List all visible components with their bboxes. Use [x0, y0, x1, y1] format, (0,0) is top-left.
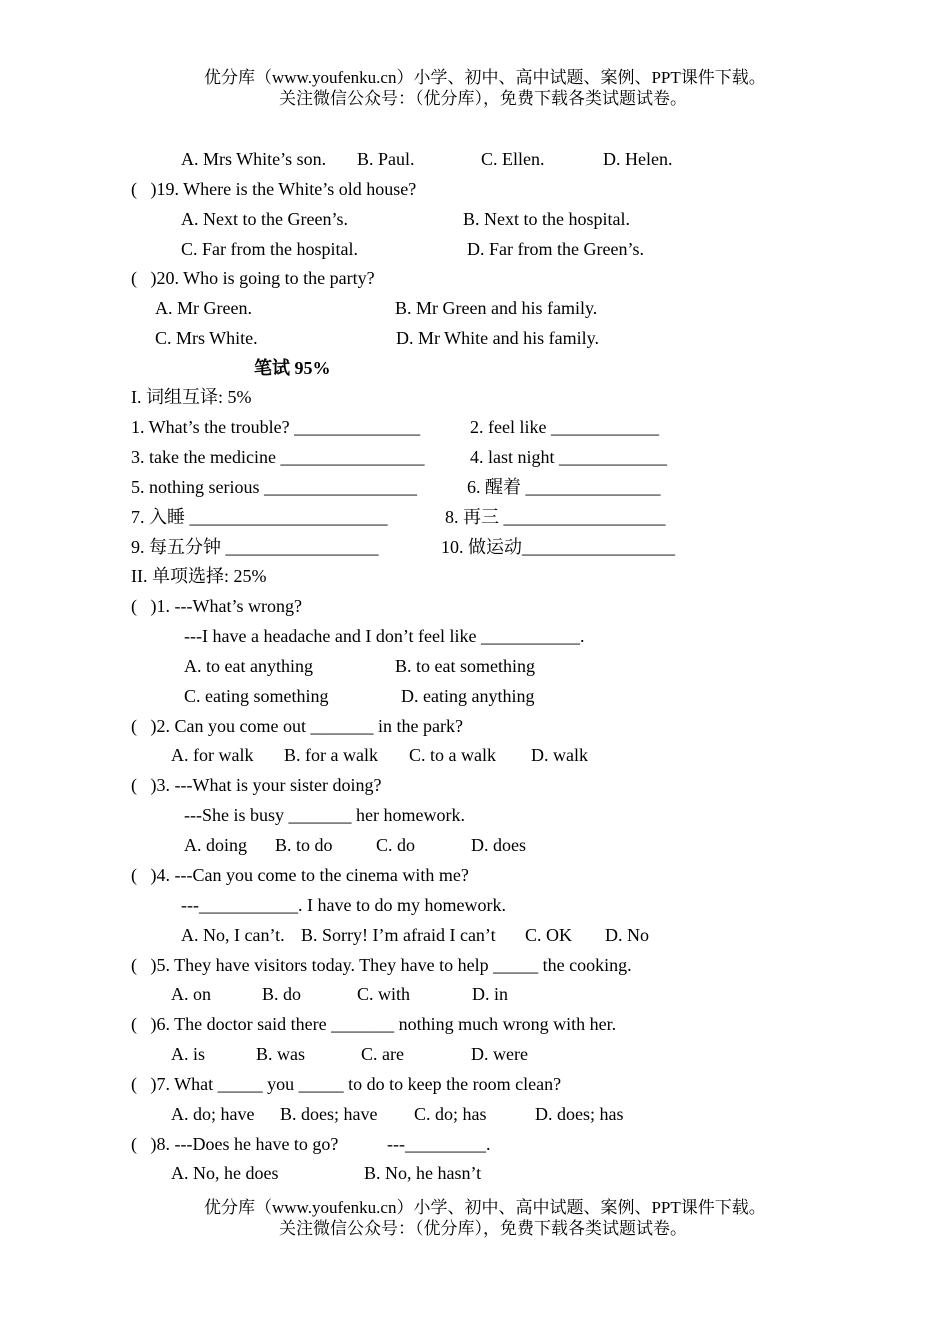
mc-q2-stem: ( )2. Can you come out _______ in the park?	[131, 716, 463, 736]
mc-q8-option-b: B. No, he hasn’t	[364, 1163, 482, 1183]
mc-q6-option-a: A. is	[171, 1044, 206, 1064]
q19-option-b: B. Next to the hospital.	[463, 209, 630, 229]
section-2-title: II. 单项选择: 25%	[131, 566, 267, 586]
mc-q7-option-b: B. does; have	[280, 1104, 378, 1124]
mc-q4-option-c: C. OK	[525, 925, 573, 945]
mc-q8-option-a: A. No, he does	[171, 1163, 279, 1183]
mc-q3-option-b: B. to do	[275, 835, 333, 855]
phrase-item: 3. take the medicine ________________	[131, 447, 425, 467]
mc-q6-option-c: C. are	[361, 1044, 404, 1064]
mc-q3-line2: ---She is busy _______ her homework.	[184, 805, 465, 825]
q19-option-c: C. Far from the hospital.	[181, 239, 358, 259]
phrase-item: 10. 做运动_________________	[441, 537, 675, 557]
mc-q4-stem: ( )4. ---Can you come to the cinema with me?	[131, 865, 469, 885]
q18-option-b: B. Paul.	[357, 149, 415, 169]
mc-q8-answer-blank: ---_________.	[387, 1134, 491, 1154]
mc-q7-option-c: C. do; has	[414, 1104, 487, 1124]
q20-option-a: A. Mr Green.	[155, 298, 252, 318]
mc-q1-option-c: C. eating something	[184, 686, 329, 706]
phrase-item: 5. nothing serious _________________	[131, 477, 417, 497]
q19-stem: ( )19. Where is the White’s old house?	[131, 179, 417, 199]
mc-q2-option-a: A. for walk	[171, 745, 254, 765]
mc-q2-option-d: D. walk	[531, 745, 588, 765]
q20-stem: ( )20. Who is going to the party?	[131, 268, 375, 288]
mc-q4-option-a: A. No, I can’t.	[181, 925, 285, 945]
mc-q3-option-a: A. doing	[184, 835, 247, 855]
mc-q5-stem: ( )5. They have visitors today. They have to help _____ the cooking.	[131, 955, 632, 975]
phrase-item: 2. feel like ____________	[470, 417, 659, 437]
phrase-item: 9. 每五分钟 _________________	[131, 537, 379, 557]
mc-q4-option-d: D. No	[605, 925, 649, 945]
q20-option-c: C. Mrs White.	[155, 328, 258, 348]
mc-q5-option-c: C. with	[357, 984, 411, 1004]
mc-q1-option-a: A. to eat anything	[184, 656, 313, 676]
mc-q1-line2: ---I have a headache and I don’t feel like ___________.	[184, 626, 585, 646]
phrase-item: 6. 醒着 _______________	[467, 477, 661, 497]
header-line-1: 优分库（www.youfenku.cn）小学、初中、高中试题、案例、PPT课件下载。	[204, 68, 766, 87]
mc-q5-option-b: B. do	[262, 984, 302, 1004]
q19-option-d: D. Far from the Green’s.	[467, 239, 644, 259]
mc-q1-option-d: D. eating anything	[401, 686, 535, 706]
header-line-2: 关注微信公众号：（优分库），免费下载各类试题试卷。	[279, 89, 687, 108]
phrase-item: 4. last night ____________	[470, 447, 667, 467]
footer-line-1: 优分库（www.youfenku.cn）小学、初中、高中试题、案例、PPT课件下载。	[204, 1198, 766, 1217]
mc-q6-option-d: D. were	[471, 1044, 528, 1064]
mc-q3-option-d: D. does	[471, 835, 526, 855]
mc-q5-option-d: D. in	[472, 984, 508, 1004]
mc-q3-stem: ( )3. ---What is your sister doing?	[131, 775, 382, 795]
mc-q2-option-b: B. for a walk	[284, 745, 378, 765]
mc-q7-stem: ( )7. What _____ you _____ to do to keep the room clean?	[131, 1074, 562, 1094]
phrase-item: 8. 再三 __________________	[445, 507, 666, 527]
mc-q7-option-a: A. do; have	[171, 1104, 255, 1124]
mc-q4-line2: ---___________. I have to do my homework.	[181, 895, 506, 915]
phrase-item: 7. 入睡 ______________________	[131, 507, 388, 527]
mc-q3-option-c: C. do	[376, 835, 416, 855]
mc-q7-option-d: D. does; has	[535, 1104, 624, 1124]
mc-q4-option-b: B. Sorry! I’m afraid I can’t	[301, 925, 496, 945]
q18-option-c: C. Ellen.	[481, 149, 545, 169]
q20-option-d: D. Mr White and his family.	[396, 328, 599, 348]
mc-q6-stem: ( )6. The doctor said there _______ nothing much wrong with her.	[131, 1014, 617, 1034]
q18-option-d: D. Helen.	[603, 149, 673, 169]
mc-q8-stem: ( )8. ---Does he have to go?	[131, 1134, 339, 1154]
phrase-item: 1. What’s the trouble? ______________	[131, 417, 421, 437]
mc-q5-option-a: A. on	[171, 984, 211, 1004]
q18-option-a: A. Mrs White’s son.	[181, 149, 327, 169]
q19-option-a: A. Next to the Green’s.	[181, 209, 348, 229]
mc-q1-stem: ( )1. ---What’s wrong?	[131, 596, 302, 616]
q20-option-b: B. Mr Green and his family.	[395, 298, 598, 318]
footer-line-2: 关注微信公众号：（优分库），免费下载各类试题试卷。	[279, 1219, 687, 1238]
section-1-title: I. 词组互译: 5%	[131, 387, 252, 407]
mc-q2-option-c: C. to a walk	[409, 745, 496, 765]
mc-q1-option-b: B. to eat something	[395, 656, 535, 676]
mc-q6-option-b: B. was	[256, 1044, 305, 1064]
written-test-title: 笔试 95%	[254, 358, 331, 378]
